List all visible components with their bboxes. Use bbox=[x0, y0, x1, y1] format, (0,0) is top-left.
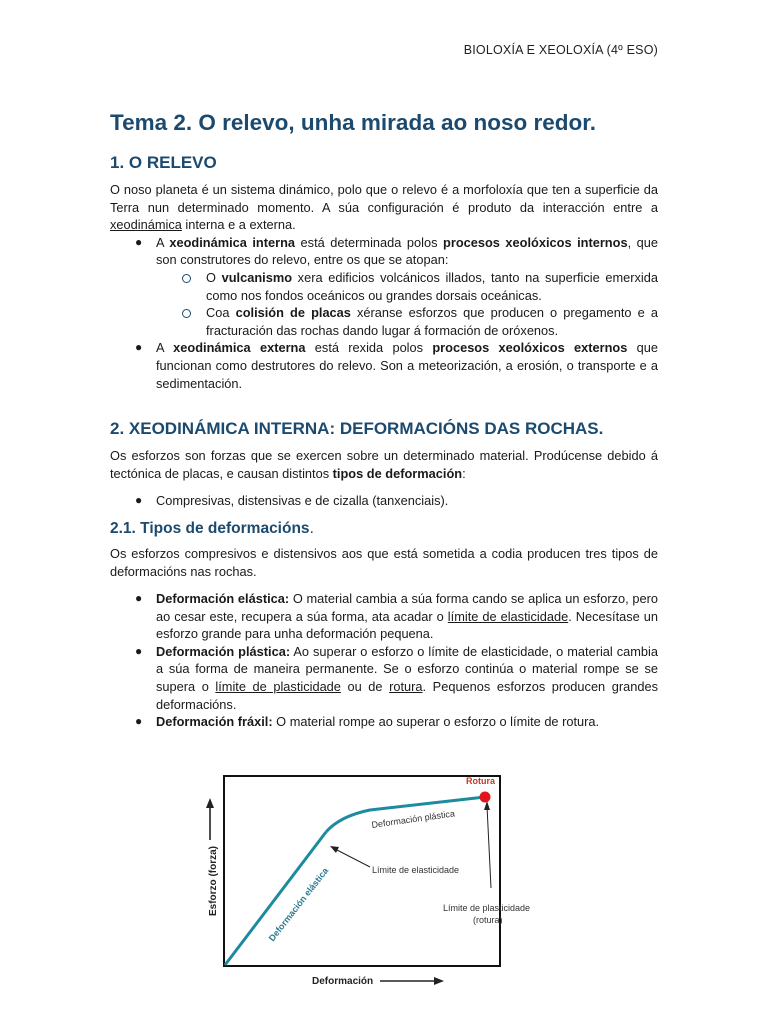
text: O material rompe ao superar o esforzo o límite de rotura. bbox=[272, 714, 600, 730]
plastic-label: Deformación plástica bbox=[370, 808, 456, 830]
page-header-course: BIOLOXÍA E XEOLOXÍA (4º ESO) bbox=[463, 43, 658, 57]
bold-text: procesos xeolóxicos externos bbox=[432, 340, 628, 356]
text: 2.1. Tipos de deformacións bbox=[110, 519, 310, 537]
document-content bbox=[110, 108, 658, 731]
text: Coa bbox=[206, 305, 236, 321]
text: A bbox=[156, 234, 170, 250]
text: Compresivas, distensivas e de cizalla (tanxenciais). bbox=[156, 493, 449, 509]
text: que funcionan como destrutores do relevo. Son a meteorización, a erosión, o transporte e a sedimentación. bbox=[156, 340, 658, 391]
bold-text: Deformación fráxil: bbox=[156, 714, 273, 730]
bold-text: colisión de placas bbox=[235, 305, 351, 321]
subsection-heading-tipos bbox=[110, 519, 658, 539]
text: : bbox=[462, 465, 466, 481]
elastic-label: Deformación elástica bbox=[266, 865, 331, 944]
x-arrowhead-icon bbox=[434, 977, 444, 985]
list-item-xeodinamica-externa bbox=[110, 339, 658, 392]
limite-elasticidade-link[interactable]: límite de elasticidade bbox=[447, 608, 569, 624]
limite-plasticidade-link[interactable]: límite de plasticidade bbox=[215, 679, 341, 695]
list-item-colision-placas bbox=[110, 304, 658, 339]
tipos-paragraph: Os esforzos compresivos e distensivos aos que está sometida a codia producen tres tipos de deformacións nas rochas. bbox=[110, 545, 658, 579]
x-axis-label: Deformación bbox=[312, 976, 374, 987]
list-item-xeodinamica-interna bbox=[110, 234, 658, 269]
section-heading-xeodinamica-interna: 2. XEODINÁMICA INTERNA: DEFORMACIÓNS DAS ROCHAS. bbox=[110, 419, 604, 439]
bullet-icon: ● bbox=[135, 643, 143, 658]
xeodinamica-link[interactable]: xeodinámica bbox=[110, 217, 182, 233]
list-item-compresivas bbox=[110, 492, 658, 510]
plasticity-limit-label: Límite de plasticidade bbox=[443, 903, 531, 913]
bold-text: tipos de deformación bbox=[332, 465, 463, 481]
bold-text: Deformación elástica: bbox=[156, 591, 290, 607]
text: . bbox=[309, 519, 314, 537]
rotura-label: Rotura bbox=[466, 776, 495, 786]
text: está determinada polos bbox=[295, 234, 444, 250]
list-item-vulcanismo bbox=[110, 269, 658, 304]
bold-text: Deformación plástica: bbox=[156, 643, 291, 659]
page-title: Tema 2. O relevo, unha mirada ao noso redor. bbox=[110, 110, 596, 135]
rotura-link[interactable]: rotura bbox=[389, 679, 423, 695]
list-item-fraxil bbox=[110, 713, 658, 731]
relevo-bullet-list bbox=[110, 234, 658, 392]
bullet-icon: ● bbox=[135, 234, 143, 249]
y-axis-label: Esforzo (forza) bbox=[208, 846, 219, 916]
text: , que son construtores do relevo, entre os que se atopan: bbox=[156, 234, 658, 268]
text: O material cambia a súa forma cando se aplica un esforzo, pero ao cesar este, recupera a súa forma, ata acadar o bbox=[156, 591, 659, 624]
text: O bbox=[206, 269, 222, 285]
text: . Pequenos esforzos producen grandes deformacións. bbox=[156, 679, 658, 712]
stress-strain-diagram bbox=[200, 770, 531, 992]
text: A bbox=[156, 340, 174, 356]
y-arrowhead-icon bbox=[206, 798, 214, 808]
elasticity-pointer bbox=[337, 850, 370, 867]
bold-text: vulcanismo bbox=[221, 269, 293, 285]
circle-bullet-icon bbox=[182, 309, 191, 318]
plasticity-pointer bbox=[487, 806, 491, 888]
esforzos-paragraph bbox=[110, 447, 658, 482]
text: O noso planeta é un sistema dinámico, polo que o relevo é a morfoloxía que ten a superficie da Terra nun determinado momento. A súa configuración é produto da interacción entre a bbox=[110, 182, 658, 215]
section-heading-relevo: 1. O RELEVO bbox=[110, 153, 217, 172]
plasticity-limit-sublabel: (rotura) bbox=[473, 915, 503, 925]
text: xéranse esforzos que producen o pregamento e a fracturación das rochas dando lugar á formación de oróxenos. bbox=[206, 305, 658, 338]
elastic-line bbox=[225, 832, 326, 965]
text: Ao superar o esforzo o límite de elasticidade, o material cambia a súa forma de maneira permanente. Se o esforzo continúa o material rompe se se supera o bbox=[156, 643, 658, 695]
bullet-icon: ● bbox=[135, 591, 143, 606]
circle-bullet-icon bbox=[182, 274, 191, 283]
list-item-plastica bbox=[110, 643, 658, 713]
text: Os esforzos son forzas que se exercen sobre un determinado material. Prodúcense debido á tectónica de placas, e causan distintos bbox=[110, 448, 658, 481]
text: xera edificios volcánicos illados, tanto na superficie emerxida como nos fondos oceánicos ou grandes dorsais oceánicas. bbox=[206, 269, 658, 303]
stress-strain-figure bbox=[200, 770, 531, 992]
text: ou de bbox=[340, 679, 390, 695]
text: está rexida polos bbox=[305, 340, 433, 356]
relevo-intro-paragraph bbox=[110, 181, 658, 234]
text: interna e a externa. bbox=[181, 217, 296, 233]
bullet-icon: ● bbox=[135, 714, 143, 729]
rotura-point bbox=[480, 792, 491, 803]
bullet-icon: ● bbox=[135, 493, 143, 508]
bold-text: procesos xeolóxicos internos bbox=[443, 234, 628, 250]
bold-text: xeodinámica externa bbox=[173, 340, 306, 356]
deformation-kinds-list bbox=[110, 492, 658, 510]
elasticity-arrowhead-icon bbox=[330, 846, 339, 853]
bold-text: xeodinámica interna bbox=[169, 234, 296, 250]
elasticity-limit-label: Límite de elasticidade bbox=[372, 865, 460, 875]
bullet-icon: ● bbox=[135, 340, 143, 355]
list-item-elastica bbox=[110, 590, 658, 643]
deformation-types-list bbox=[110, 590, 658, 731]
text: . Necesítase un esforzo grande para unha deformación pequena. bbox=[156, 608, 658, 642]
